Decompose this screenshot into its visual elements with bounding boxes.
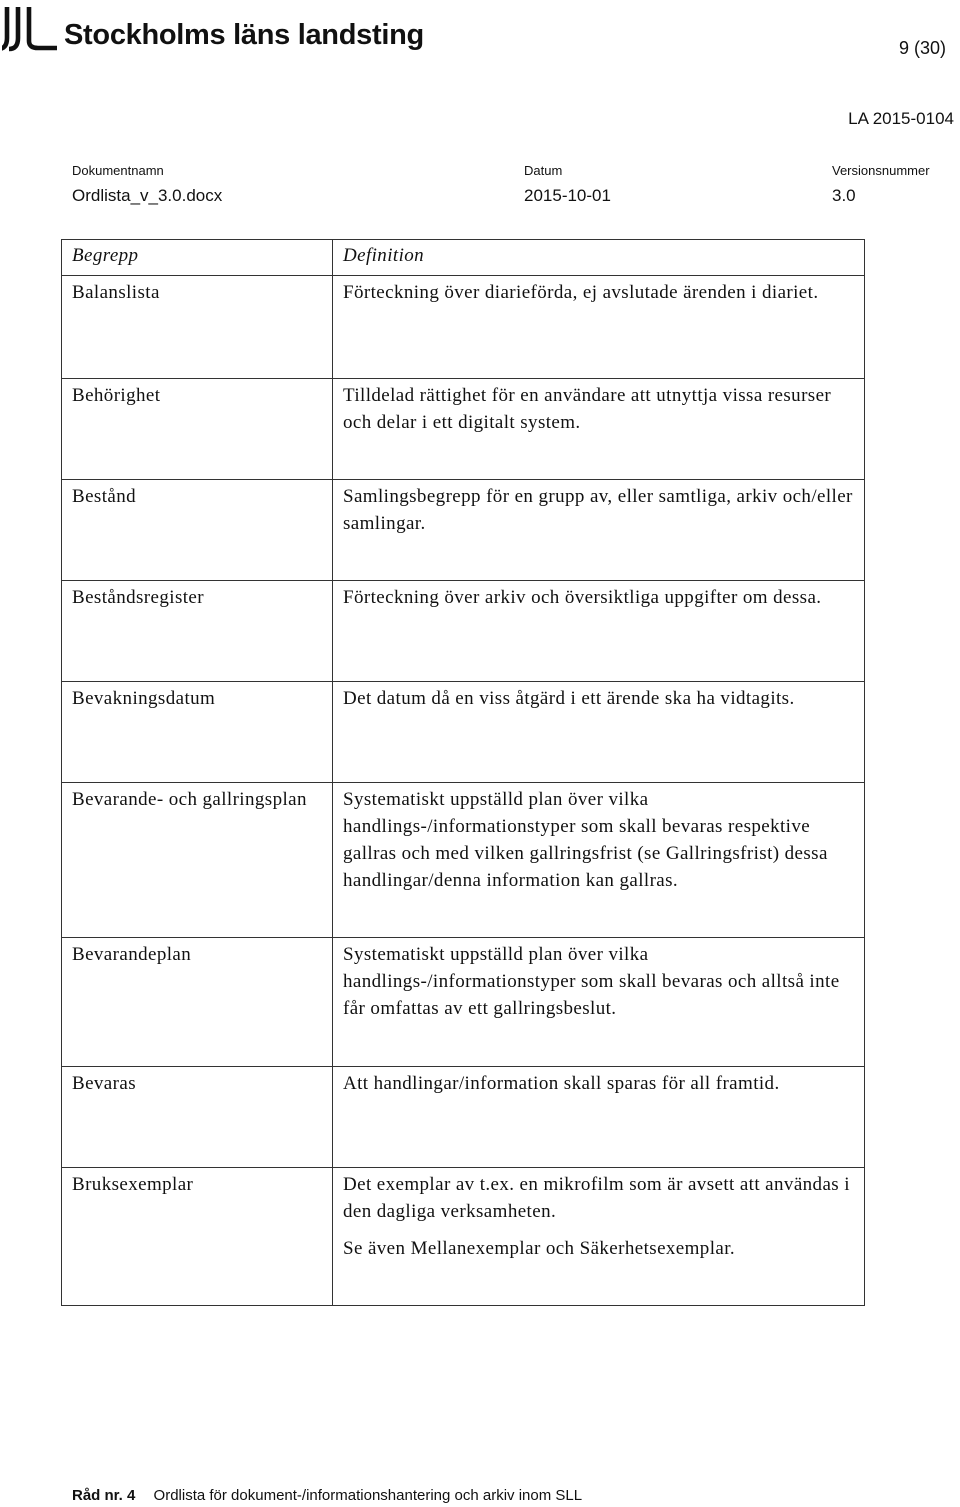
version-value: 3.0	[832, 186, 856, 205]
definition-cell	[333, 938, 865, 1067]
table-header-row	[62, 240, 865, 276]
term-cell: Beståndsregister	[62, 581, 333, 682]
term-cell: Behörighet	[62, 379, 333, 480]
definition-text: Förteckning över arkiv och översiktliga uppgifter om dessa.	[343, 587, 822, 608]
definition-text: Att handlingar/information skall sparas för all framtid.	[343, 1073, 780, 1094]
table-row	[62, 379, 865, 480]
definition-text: Förteckning över diarieförda, ej avslutade ärenden i diariet.	[343, 282, 819, 303]
definition-cell	[333, 581, 865, 682]
term-cell: Balanslista	[62, 276, 333, 379]
document-reference: LA 2015-0104	[848, 109, 954, 128]
table-row	[62, 276, 865, 379]
glossary-table	[61, 239, 865, 1306]
term-cell: Bruksexemplar	[62, 1168, 333, 1306]
organization-logo	[2, 4, 424, 52]
definition-cell	[333, 682, 865, 783]
term-cell: Bevarandeplan	[62, 938, 333, 1067]
document-name: Ordlista_v_3.0.docx	[72, 186, 223, 205]
definition-text: Tilldelad rättighet för en användare att utnyttja vissa resurser och delar i ett digitalt system.	[343, 385, 832, 433]
page-number: 9 (30)	[898, 38, 946, 58]
definition-text: Det exemplar av t.ex. en mikrofilm som är avsett att användas i den dagliga verksamheten.	[343, 1174, 850, 1222]
column-header-definition: Definition	[333, 240, 865, 276]
version-label: Versionsnummer	[832, 163, 930, 178]
date-label: Datum	[524, 163, 563, 178]
definition-text: Systematiskt uppställd plan över vilka handlings-/informationstyper som skall bevaras respektive gallras och med vilken gallringsfrist (se Gallringsfrist) dessa handlingar/denna information kan gallras.	[343, 789, 828, 891]
definition-text: Systematiskt uppställd plan över vilka handlings-/informationstyper som skall bevaras och alltså inte får omfattas av ett gallringsbeslut.	[343, 944, 840, 1019]
table-row	[62, 682, 865, 783]
table-row	[62, 480, 865, 581]
definition-cell	[333, 1067, 865, 1168]
definition-cell	[333, 276, 865, 379]
term-cell: Bevakningsdatum	[62, 682, 333, 783]
footer-label: Råd nr. 4	[72, 1487, 136, 1504]
column-header-term: Begrepp	[62, 240, 333, 276]
date-value: 2015-10-01	[524, 186, 611, 205]
definition-see-also: Se även Mellanexemplar och Säkerhetsexemplar.	[343, 1238, 736, 1259]
definition-cell	[333, 379, 865, 480]
term-cell: Bevarande- och gallringsplan	[62, 783, 333, 938]
table-row	[62, 1067, 865, 1168]
definition-cell	[333, 480, 865, 581]
table-row	[62, 783, 865, 938]
term-cell: Bestånd	[62, 480, 333, 581]
footer-title: Ordlista för dokument-/informationshantering och arkiv inom SLL	[153, 1487, 583, 1504]
table-row	[62, 938, 865, 1067]
term-cell: Bevaras	[62, 1067, 333, 1168]
definition-cell	[333, 783, 865, 938]
definition-text: Samlingsbegrepp för en grupp av, eller samtliga, arkiv och/eller samlingar.	[343, 486, 853, 534]
definition-cell	[333, 1168, 865, 1306]
organization-name: Stockholms läns landsting	[64, 19, 424, 51]
page-footer	[72, 1487, 582, 1504]
table-row	[62, 581, 865, 682]
table-row	[62, 1168, 865, 1306]
document-name-label: Dokumentnamn	[72, 163, 164, 178]
definition-text: Det datum då en viss åtgärd i ett ärende ska ha vidtagits.	[343, 688, 795, 709]
sll-logo-icon	[2, 4, 58, 52]
